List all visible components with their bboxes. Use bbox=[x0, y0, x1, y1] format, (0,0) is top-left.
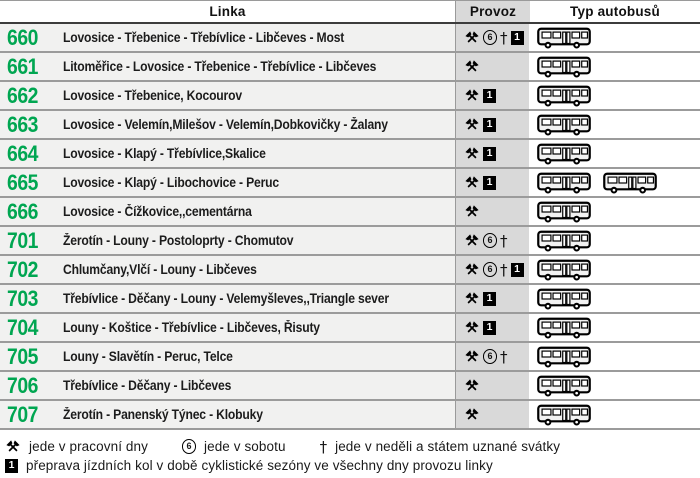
line-number-cell bbox=[0, 401, 55, 428]
route-text: Lovosice - Klapý - Třebívlice,Skalice bbox=[63, 146, 266, 161]
legend-text: jede v sobotu bbox=[203, 439, 286, 454]
header-linka: Linka bbox=[209, 4, 246, 19]
bus-type-cell bbox=[529, 256, 700, 283]
hammers-icon bbox=[464, 233, 480, 249]
line-number: 704 bbox=[7, 314, 38, 340]
provoz-cell bbox=[455, 285, 529, 312]
bus-type-cell bbox=[529, 111, 700, 138]
legend-item bbox=[182, 439, 286, 454]
legend-item bbox=[320, 439, 560, 454]
table-row bbox=[0, 111, 700, 140]
route-cell bbox=[55, 256, 455, 283]
legend-item bbox=[5, 458, 493, 473]
provoz-cell bbox=[455, 227, 529, 254]
bus-icon bbox=[537, 85, 591, 107]
dagger-icon: † bbox=[500, 347, 508, 366]
bus-type-cell bbox=[529, 198, 700, 225]
hammers-icon bbox=[464, 320, 480, 336]
line-number: 666 bbox=[7, 198, 38, 224]
line-number-cell bbox=[0, 198, 55, 225]
legend-line-2 bbox=[5, 456, 700, 475]
provoz-cell bbox=[455, 256, 529, 283]
bike-box-1-icon: 1 bbox=[5, 459, 18, 473]
route-cell bbox=[55, 169, 455, 196]
route-cell bbox=[55, 24, 455, 51]
hammers-icon bbox=[464, 146, 480, 162]
bus-type-cell bbox=[529, 140, 700, 167]
line-number-cell bbox=[0, 285, 55, 312]
table-row bbox=[0, 227, 700, 256]
bus-icon bbox=[537, 404, 591, 426]
route-text: Lovosice - Třebenice - Třebívlice - Libčeves - Most bbox=[63, 30, 345, 45]
bus-type-cell bbox=[529, 285, 700, 312]
provoz-cell bbox=[455, 198, 529, 225]
circled-6-icon: 6 bbox=[483, 30, 497, 45]
bus-icon bbox=[537, 317, 591, 339]
bike-box-1-icon: 1 bbox=[483, 321, 496, 335]
dagger-icon: † bbox=[500, 28, 508, 47]
bus-icon bbox=[537, 288, 591, 310]
legend-line-1 bbox=[5, 437, 700, 456]
table-row bbox=[0, 24, 700, 53]
route-text: Lovosice - Klapý - Libochovice - Peruc bbox=[63, 175, 279, 190]
bus-icon bbox=[537, 375, 591, 397]
table-row bbox=[0, 314, 700, 343]
route-cell bbox=[55, 372, 455, 399]
hammers-icon bbox=[464, 407, 480, 423]
route-cell bbox=[55, 111, 455, 138]
bus-icon bbox=[537, 259, 591, 281]
hammers-icon bbox=[464, 204, 480, 220]
provoz-cell bbox=[455, 82, 529, 109]
line-number: 661 bbox=[7, 53, 38, 79]
route-cell bbox=[55, 198, 455, 225]
line-number-cell bbox=[0, 53, 55, 80]
bus-type-cell bbox=[529, 343, 700, 370]
circled-6-icon: 6 bbox=[483, 262, 497, 277]
hammers-icon bbox=[464, 175, 480, 191]
bus-type-cell bbox=[529, 372, 700, 399]
line-number-cell bbox=[0, 140, 55, 167]
bike-box-1-icon: 1 bbox=[483, 118, 496, 132]
provoz-cell bbox=[455, 372, 529, 399]
line-number-cell bbox=[0, 169, 55, 196]
route-cell bbox=[55, 285, 455, 312]
line-number-cell bbox=[0, 82, 55, 109]
route-text: Louny - Slavětín - Peruc, Telce bbox=[63, 349, 233, 364]
route-cell bbox=[55, 227, 455, 254]
route-text: Třebívlice - Děčany - Louny - Velemyšleves,,Triangle sever bbox=[63, 291, 389, 306]
provoz-cell bbox=[455, 140, 529, 167]
table-row bbox=[0, 343, 700, 372]
hammers-icon bbox=[464, 378, 480, 394]
bike-box-1-icon: 1 bbox=[483, 89, 496, 103]
provoz-cell bbox=[455, 169, 529, 196]
bus-type-cell bbox=[529, 82, 700, 109]
legend-text: jede v pracovní dny bbox=[29, 439, 148, 454]
bus-type-cell bbox=[529, 314, 700, 341]
table-row bbox=[0, 401, 700, 430]
hammers-icon bbox=[464, 59, 480, 75]
route-cell bbox=[55, 401, 455, 428]
provoz-cell bbox=[455, 314, 529, 341]
route-text: Chlumčany,Vlčí - Louny - Libčeves bbox=[63, 262, 257, 277]
bus-icon bbox=[537, 27, 591, 49]
route-text: Lovosice - Velemín,Milešov - Velemín,Dobkovičky - Žalany bbox=[63, 117, 388, 132]
provoz-cell bbox=[455, 111, 529, 138]
line-number-cell bbox=[0, 372, 55, 399]
bus-type-cell bbox=[529, 24, 700, 51]
bus-type-cell bbox=[529, 169, 700, 196]
route-cell bbox=[55, 53, 455, 80]
hammers-icon bbox=[5, 439, 21, 455]
bus-icon bbox=[603, 172, 657, 194]
bus-icon bbox=[537, 201, 591, 223]
route-text: Louny - Koštice - Třebívlice - Libčeves, Řisuty bbox=[63, 320, 320, 335]
route-text: Litoměřice - Lovosice - Třebenice - Třebívlice - Libčeves bbox=[63, 59, 377, 74]
header-provoz: Provoz bbox=[455, 1, 530, 22]
dagger-icon: † bbox=[500, 260, 508, 279]
line-number-cell bbox=[0, 227, 55, 254]
table-row bbox=[0, 140, 700, 169]
table-body bbox=[0, 24, 700, 430]
circled-6-icon: 6 bbox=[483, 349, 497, 364]
bike-box-1-icon: 1 bbox=[483, 292, 496, 306]
hammers-icon bbox=[464, 88, 480, 104]
provoz-cell bbox=[455, 343, 529, 370]
route-cell bbox=[55, 314, 455, 341]
bus-type-cell bbox=[529, 401, 700, 428]
route-text: Žerotín - Panenský Týnec - Klobuky bbox=[63, 407, 263, 422]
line-number-cell bbox=[0, 343, 55, 370]
line-number-cell bbox=[0, 24, 55, 51]
route-cell bbox=[55, 82, 455, 109]
table-row bbox=[0, 82, 700, 111]
bus-type-cell bbox=[529, 227, 700, 254]
bike-box-1-icon: 1 bbox=[511, 31, 524, 45]
bus-icon bbox=[537, 56, 591, 78]
line-number: 664 bbox=[7, 140, 38, 166]
provoz-cell bbox=[455, 24, 529, 51]
line-number-cell bbox=[0, 314, 55, 341]
provoz-cell bbox=[455, 401, 529, 428]
line-number-cell bbox=[0, 111, 55, 138]
bus-icon bbox=[537, 143, 591, 165]
table-header-row bbox=[0, 1, 700, 24]
legend-text: přeprava jízdních kol v době cyklistické sezóny ve všechny dny provozu linky bbox=[26, 458, 493, 473]
hammers-icon bbox=[464, 291, 480, 307]
route-text: Lovosice - Čížkovice,,cementárna bbox=[63, 204, 252, 219]
line-number: 663 bbox=[7, 111, 38, 137]
line-number: 701 bbox=[7, 227, 38, 253]
line-number: 707 bbox=[7, 401, 38, 427]
table-row bbox=[0, 372, 700, 401]
line-number: 702 bbox=[7, 256, 38, 282]
route-cell bbox=[55, 343, 455, 370]
bike-box-1-icon: 1 bbox=[483, 176, 496, 190]
bus-type-cell bbox=[529, 53, 700, 80]
table-row bbox=[0, 285, 700, 314]
circled-6-icon: 6 bbox=[483, 233, 497, 248]
route-text: Lovosice - Třebenice, Kocourov bbox=[63, 88, 242, 103]
route-text: Třebívlice - Děčany - Libčeves bbox=[63, 378, 232, 393]
hammers-icon bbox=[464, 117, 480, 133]
hammers-icon bbox=[464, 262, 480, 278]
bus-icon bbox=[537, 346, 591, 368]
table-row bbox=[0, 53, 700, 82]
dagger-icon: † bbox=[319, 437, 328, 456]
provoz-cell bbox=[455, 53, 529, 80]
bike-box-1-icon: 1 bbox=[511, 263, 524, 277]
table-row bbox=[0, 256, 700, 285]
bike-box-1-icon: 1 bbox=[483, 147, 496, 161]
circled-6-icon: 6 bbox=[182, 439, 196, 454]
line-number: 703 bbox=[7, 285, 38, 311]
route-cell bbox=[55, 140, 455, 167]
hammers-icon bbox=[464, 30, 480, 46]
table-row bbox=[0, 198, 700, 227]
line-number: 706 bbox=[7, 372, 38, 398]
dagger-icon: † bbox=[500, 231, 508, 250]
legend-item bbox=[5, 439, 148, 455]
line-number: 662 bbox=[7, 82, 38, 108]
line-number-cell bbox=[0, 256, 55, 283]
line-number: 665 bbox=[7, 169, 38, 195]
legend-text: jede v neděli a státem uznané svátky bbox=[335, 439, 561, 454]
route-text: Žerotín - Louny - Postoloprty - Chomutov bbox=[63, 233, 294, 248]
bus-icon bbox=[537, 230, 591, 252]
legend bbox=[0, 430, 700, 475]
header-typ-autobusu: Typ autobusů bbox=[570, 4, 660, 19]
line-number: 705 bbox=[7, 343, 38, 369]
bus-icon bbox=[537, 172, 591, 194]
bus-icon bbox=[537, 114, 591, 136]
table-row bbox=[0, 169, 700, 198]
hammers-icon bbox=[464, 349, 480, 365]
line-number: 660 bbox=[7, 24, 38, 50]
